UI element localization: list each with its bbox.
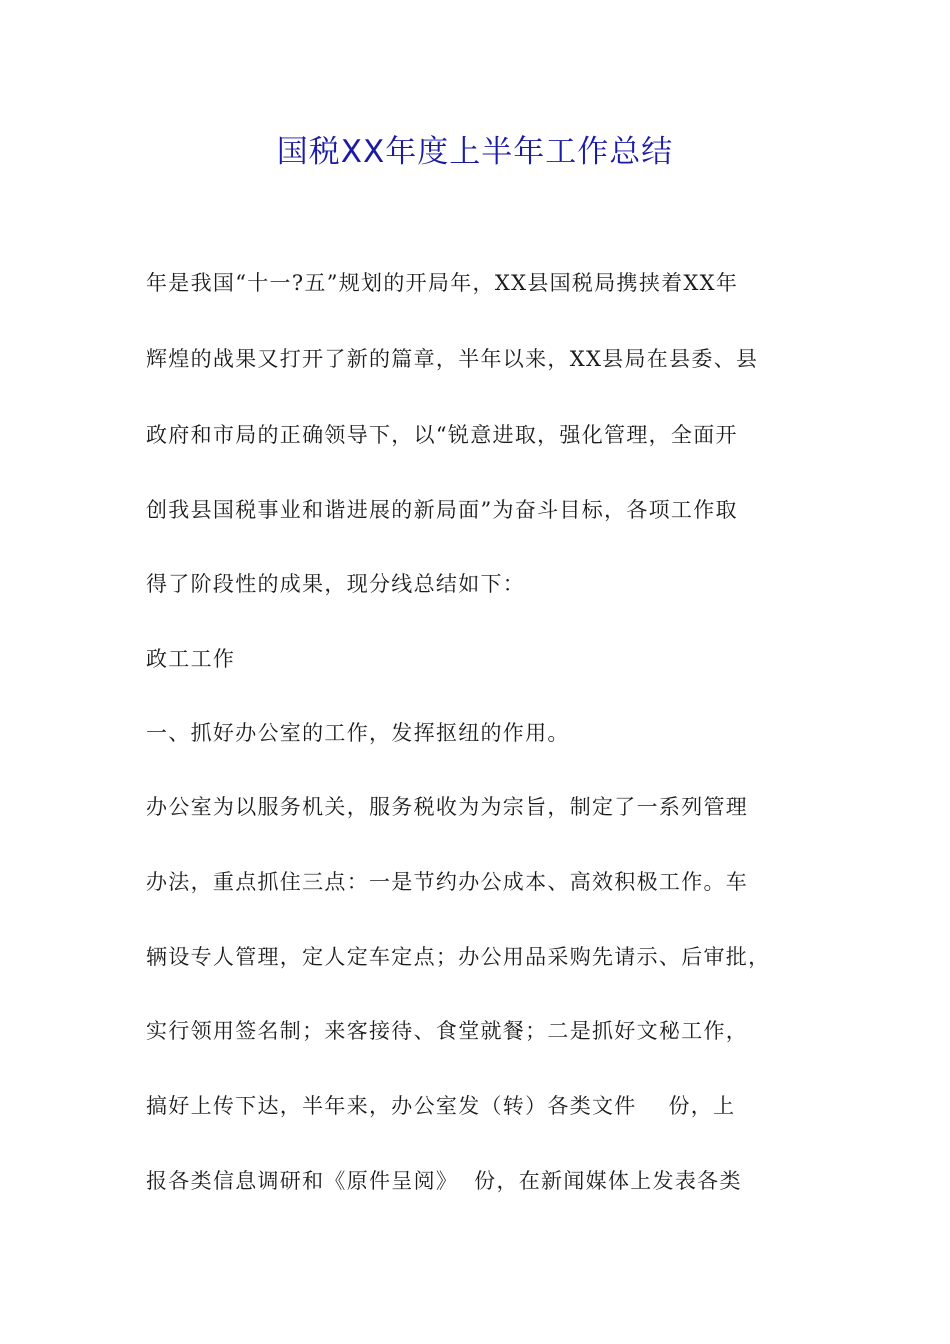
subsection-heading: 一、抓好办公室的工作，发挥抠纽的作用。 — [146, 721, 570, 745]
document-title: 国税XX年度上半年工作总结 — [276, 134, 674, 170]
paragraph-line: 政府和市局的正确领导下，以“锐意进取，强化管理，全面开 — [146, 423, 738, 447]
paragraph-line: 年是我国“十一?五”规划的开局年，XX县国税局携挟着XX年 — [146, 271, 739, 295]
paragraph-line: 创我县国税事业和谐进展的新局面”为奋斗目标，各项工作取 — [146, 498, 738, 522]
paragraph-line: 办法，重点抓住三点：一是节约办公成本、高效积极工作。车 — [146, 870, 749, 894]
paragraph-line: 得了阶段性的成果，现分线总结如下： — [146, 572, 526, 596]
paragraph-line: 辉煌的战果又打开了新的篇章，半年以来，XX县局在县委、县 — [146, 347, 759, 371]
section-heading: 政工工作 — [146, 647, 236, 671]
paragraph-line: 报各类信息调研和《原件呈阅》 份，在新闻媒体上发表各类 — [146, 1169, 742, 1193]
paragraph-line: 辆设专人管理，定人定车定点；办公用品采购先请示、后审批， — [146, 945, 771, 969]
paragraph-line: 搞好上传下达，半年来，办公室发（转）各类文件 份，上 — [146, 1094, 736, 1118]
paragraph-line: 实行领用签名制；来客接待、食堂就餐；二是抓好文秘工作， — [146, 1019, 749, 1043]
paragraph-line: 办公室为以服务机关，服务税收为为宗旨，制定了一系列管理 — [146, 795, 749, 819]
